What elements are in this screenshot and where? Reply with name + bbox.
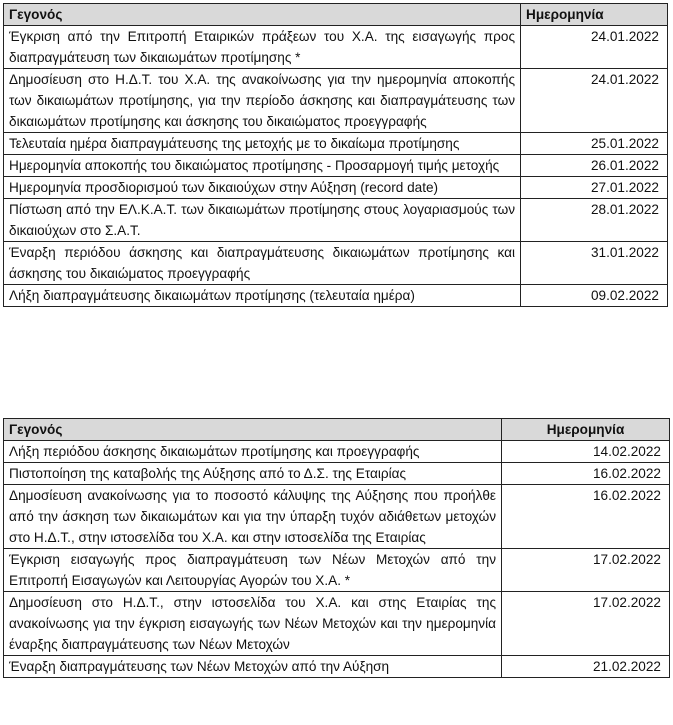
date-cell: 17.02.2022	[502, 592, 670, 656]
date-cell: 09.02.2022	[521, 285, 668, 307]
table-row	[4, 177, 668, 199]
date-column-header: Ημερομηνία	[521, 4, 668, 26]
event-cell: Δημοσίευση στο Η.Δ.Τ., στην ιστοσελίδα του Χ.Α. και στης Εταιρίας της ανακοίνωσης για την έγκριση εισαγωγής των Νέων Μετοχών και την ημερομηνία έναρξης διαπραγμάτευσης των Νέων Μετοχών	[4, 592, 502, 656]
timetable-1	[3, 3, 668, 307]
date-cell: 25.01.2022	[521, 133, 668, 155]
date-cell: 17.02.2022	[502, 549, 670, 592]
table-row	[4, 155, 668, 177]
table-row	[4, 441, 670, 463]
date-cell: 24.01.2022	[521, 26, 668, 69]
event-cell: Ημερομηνία αποκοπής του δικαιώματος προτίμησης - Προσαρμογή τιμής μετοχής	[4, 155, 521, 177]
event-cell: Ημερομηνία προσδιορισμού των δικαιούχων στην Αύξηση (record date)	[4, 177, 521, 199]
table-row	[4, 592, 670, 656]
event-cell: Δημοσίευση στο Η.Δ.Τ. του Χ.Α. της ανακοίνωσης για την ημερομηνία αποκοπής των δικαιωμάτων προτίμησης, για την περίοδο άσκησης και διαπραγμάτευσης των δικαιωμάτων προτίμησης και άσκησης του δικαιώματος προεγγραφής	[4, 69, 521, 133]
event-cell: Έναρξη διαπραγμάτευσης των Νέων Μετοχών από την Αύξηση	[4, 656, 502, 678]
date-cell: 27.01.2022	[521, 177, 668, 199]
event-cell: Έγκριση από την Επιτροπή Εταιρικών πράξεων του Χ.Α. της εισαγωγής προς διαπραγμάτευση των δικαιωμάτων προτίμησης *	[4, 26, 521, 69]
table-row	[4, 242, 668, 285]
event-cell: Πιστοποίηση της καταβολής της Αύξησης από το Δ.Σ. της Εταιρίας	[4, 463, 502, 485]
date-cell: 31.01.2022	[521, 242, 668, 285]
date-column-header: Ημερομηνία	[502, 419, 670, 441]
event-column-header: Γεγονός	[4, 419, 502, 441]
table-header-row	[4, 4, 668, 26]
table-row	[4, 285, 668, 307]
table-row	[4, 485, 670, 549]
table-row	[4, 463, 670, 485]
table-row	[4, 549, 670, 592]
event-cell: Έναρξη περιόδου άσκησης και διαπραγμάτευσης δικαιωμάτων προτίμησης και άσκησης του δικαιώματος προεγγραφής	[4, 242, 521, 285]
event-cell: Έγκριση εισαγωγής προς διαπραγμάτευση των Νέων Μετοχών από την Επιτροπή Εισαγωγών και Λειτουργίας Αγορών του Χ.Α. *	[4, 549, 502, 592]
date-cell: 16.02.2022	[502, 485, 670, 549]
table-row	[4, 656, 670, 678]
table-row	[4, 199, 668, 242]
table-row	[4, 26, 668, 69]
event-cell: Λήξη περιόδου άσκησης δικαιωμάτων προτίμησης και προεγγραφής	[4, 441, 502, 463]
event-cell: Πίστωση από την ΕΛ.Κ.Α.Τ. των δικαιωμάτων προτίμησης στους λογαριασμούς των δικαιούχων στο Σ.Α.Τ.	[4, 199, 521, 242]
date-cell: 21.02.2022	[502, 656, 670, 678]
event-cell: Δημοσίευση ανακοίνωσης για το ποσοστό κάλυψης της Αύξησης που προήλθε από την άσκηση των δικαιωμάτων και για την ύπαρξη τυχόν αδιάθετων μετοχών στο Η.Δ.Τ., στην ιστοσελίδα του Χ.Α. και στην ιστοσελίδα της Εταιρίας	[4, 485, 502, 549]
date-cell: 14.02.2022	[502, 441, 670, 463]
date-cell: 26.01.2022	[521, 155, 668, 177]
event-column-header: Γεγονός	[4, 4, 521, 26]
table-header-row	[4, 419, 670, 441]
event-cell: Λήξη διαπραγμάτευσης δικαιωμάτων προτίμησης (τελευταία ημέρα)	[4, 285, 521, 307]
date-cell: 28.01.2022	[521, 199, 668, 242]
date-cell: 16.02.2022	[502, 463, 670, 485]
timetable-2	[3, 418, 670, 678]
event-cell: Τελευταία ημέρα διαπραγμάτευσης της μετοχής με το δικαίωμα προτίμησης	[4, 133, 521, 155]
table-row	[4, 133, 668, 155]
table-row	[4, 69, 668, 133]
date-cell: 24.01.2022	[521, 69, 668, 133]
